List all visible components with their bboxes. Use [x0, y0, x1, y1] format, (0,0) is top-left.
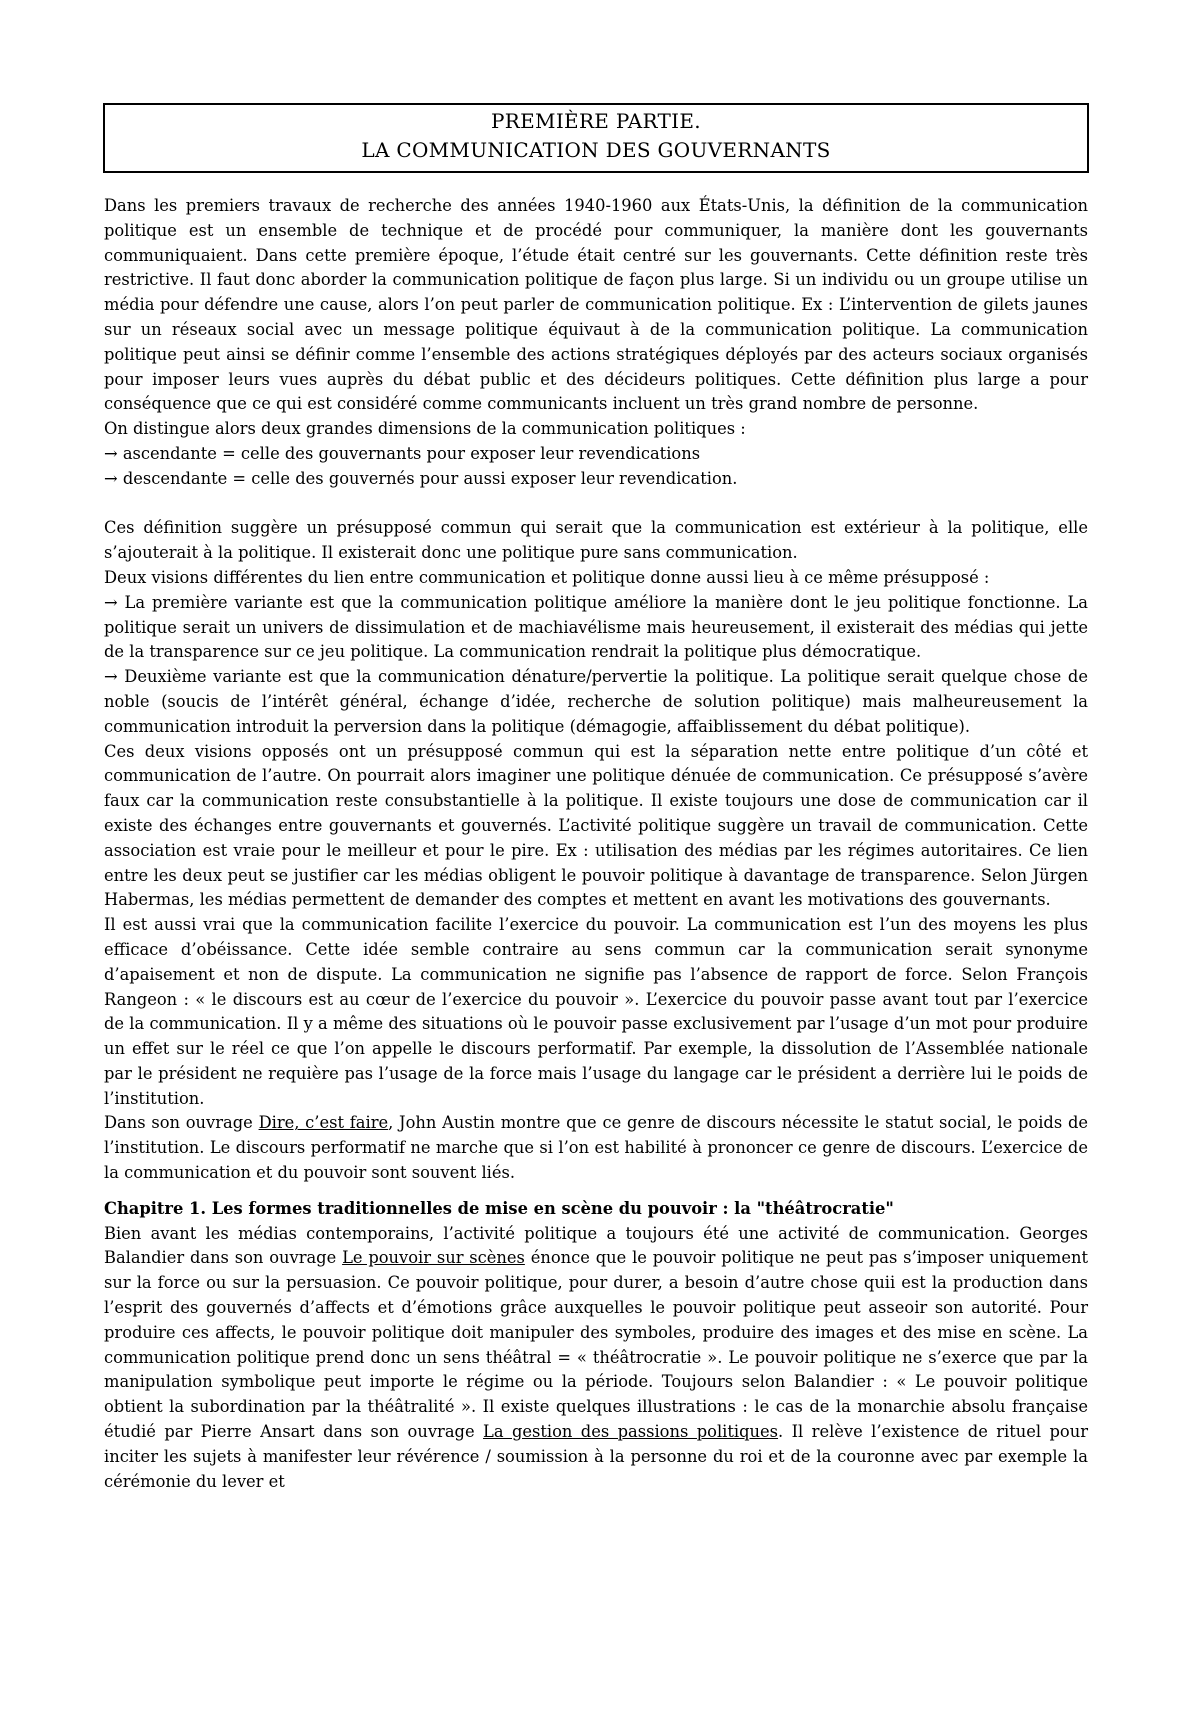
- paragraph-dimensions: On distingue alors deux grandes dimensions de la communication politiques :: [104, 419, 746, 439]
- document-body: [104, 194, 1088, 1494]
- paragraph-austin: [104, 1111, 1088, 1185]
- theatrocratie-text-3: . Il relève l’existence de rituel pour inciter les sujets à manifester leur révérence / soumission à la personne du roi et de la couronne avec par exemple la cérémonie du lever et: [104, 1422, 1089, 1491]
- theatrocratie-text-1: Bien avant les médias contemporains, l’activité politique a toujours été une activité de communication. Georges Balandier dans son ouvrage: [104, 1223, 1088, 1268]
- chapter-1-heading: Chapitre 1. Les formes traditionnelles de mise en scène du pouvoir : la "théâtrocratie": [104, 1198, 894, 1218]
- book-title-dire-cest-faire: Dire, c’est faire: [258, 1113, 389, 1133]
- paragraph-presuppose: Ces définition suggère un présupposé commun qui serait que la communication est extérieur à la politique, elle s’ajouterait à la politique. Il existerait donc une politique pure sans communication.: [104, 518, 1088, 563]
- paragraph-two-visions: Deux visions différentes du lien entre communication et politique donne aussi lieu à ce même présupposé :: [104, 567, 990, 587]
- list-item-ascendante: → ascendante = celle des gouvernants pour exposer leur revendications: [104, 443, 701, 463]
- part-title-line-1: PREMIÈRE PARTIE.: [491, 109, 701, 133]
- theatrocratie-text-2: énonce que le pouvoir politique ne peut pas s’imposer uniquement sur la force ou sur la persuasion. Ce pouvoir politique, pour durer, a besoin d’autre chose quii est la production dans l’esprit des gouvernés d’affects et d’émotions grâce auxquelles le pouvoir politique peut asseoir son autorité. Pour produire ces affects, le pouvoir politique doit manipuler des symboles, produire des images et des mise en scène. La communication politique prend donc un sens théâtral = « théâtrocratie ». Le pouvoir politique ne s’exerce que par la manipulation symbolique peut importe le régime ou la période. Toujours selon Balandier : « Le pouvoir politique obtient la subordination par la théâtralité ». Il existe quelques illustrations : le cas de la monarchie absolu française étudié par Pierre Ansart dans son ouvrage: [104, 1248, 1088, 1442]
- paragraph-second-variant: → Deuxième variante est que la communication dénature/pervertie la politique. La politique serait quelque chose de noble (soucis de l’intérêt général, échange d’idée, recherche de solution politique) mais malheureusement la communication introduit la perversion dans la politique (démagogie, affaiblissement du débat politique).: [104, 667, 1088, 736]
- paragraph-theatrocratie: [104, 1222, 1088, 1495]
- part-title-line-2: LA COMMUNICATION DES GOUVERNANTS: [361, 138, 831, 162]
- part-title-box: [103, 103, 1089, 173]
- austin-text-before: Dans son ouvrage: [104, 1113, 259, 1133]
- paragraph-opposed-visions: Ces deux visions opposés ont un présupposé commun qui est la séparation nette entre politique d’un côté et communication de l’autre. On pourrait alors imaginer une politique dénuée de communication. Ce présupposé s’avère faux car la communication reste consubstantielle à la politique. Il existe toujours une dose de communication car il existe des échanges entre gouvernants et gouvernés. L’activité politique suggère un travail de communication. Cette association est vraie pour le meilleur et pour le pire. Ex : utilisation des médias par les régimes autoritaires. Ce lien entre les deux peut se justifier car les médias obligent le pouvoir politique à davantage de transparence. Selon Jürgen Habermas, les médias permettent de demander des comptes et mettent en avant les motivations des gouvernants.: [104, 741, 1088, 910]
- book-title-gestion-des-passions: La gestion des passions politiques: [483, 1422, 779, 1442]
- paragraph-intro-definition: Dans les premiers travaux de recherche des années 1940-1960 aux États-Unis, la définition de la communication politique est un ensemble de technique et de procédé pour communiquer, la manière dont les gouvernants communiquaient. Dans cette première époque, l’étude était centré sur les gouvernants. Cette définition reste très restrictive. Il faut donc aborder la communication politique de façon plus large. Si un individu ou un groupe utilise un média pour défendre une cause, alors l’on peut parler de communication politique. Ex : L’intervention de gilets jaunes sur un réseaux social avec un message politique équivaut à de la communication politique. La communication politique peut ainsi se définir comme l’ensemble des actions stratégiques déployés par des acteurs sociaux organisés pour imposer leurs vues auprès du débat public et des décideurs politiques. Cette définition plus large a pour conséquence que ce qui est considéré comme communicants incluent un très grand nombre de personne.: [104, 196, 1088, 414]
- list-item-descendante: → descendante = celle des gouvernés pour aussi exposer leur revendication.: [104, 468, 738, 488]
- book-title-pouvoir-sur-scenes: Le pouvoir sur scènes: [342, 1248, 525, 1268]
- paragraph-first-variant: → La première variante est que la communication politique améliore la manière dont le jeu politique fonctionne. La politique serait un univers de dissimulation et de machiavélisme mais heureusement, il existerait des médias qui jette de la transparence sur ce jeu politique. La communication rendrait la politique plus démocratique.: [104, 592, 1088, 662]
- austin-text-after: , John Austin montre que ce genre de discours nécessite le statut social, le poids de l’institution. Le discours performatif ne marche que si l’on est habilité à prononcer ce genre de discours. L’exercice de la communication et du pouvoir sont souvent liés.: [104, 1113, 1088, 1183]
- paragraph-exercise-of-power: Il est aussi vrai que la communication facilite l’exercice du pouvoir. La communication est l’un des moyens les plus efficace d’obéissance. Cette idée semble contraire au sens commun car la communication serait synonyme d’apaisement et non de dispute. La communication ne signifie pas l’absence de rapport de force. Selon François Rangeon : « le discours est au cœur de l’exercice du pouvoir ». L’exercice du pouvoir passe avant tout par l’exercice de la communication. Il y a même des situations où le pouvoir passe exclusivement par l’usage d’un mot pour produire un effet sur le réel ce que l’on appelle le discours performatif. Par exemple, la dissolution de l’Assemblée nationale par le président ne requière pas l’usage de la force mais l’usage du langage car le président a derrière lui le poids de l’institution.: [104, 915, 1088, 1108]
